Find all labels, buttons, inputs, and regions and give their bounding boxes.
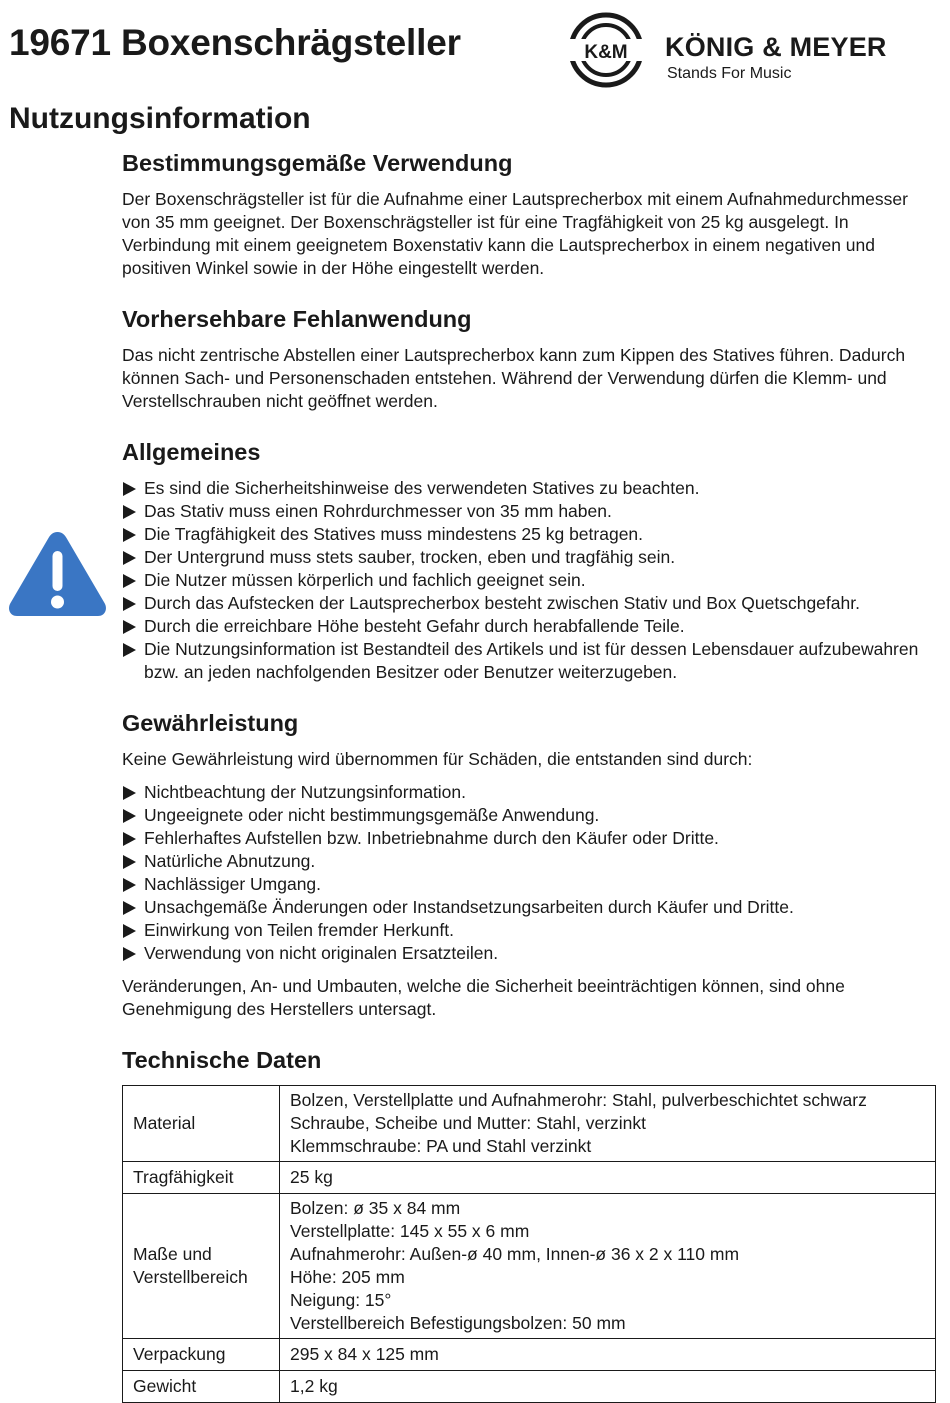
list-item-text: Die Nutzungsinformation ist Bestandteil des Artikels und ist für dessen Lebensdauer aufzubewahren bzw. an jeden nachfolgenden Besitzer oder Benutzer weiterzugeben. [144,639,919,682]
list-item-text: Einwirkung von Teilen fremder Herkunft. [144,920,454,940]
table-row [123,1339,936,1371]
warranty-outro: Veränderungen, An- und Umbauten, welche die Sicherheit beeinträchtigen können, sind ohne Genehmigung des Herstellers untersagt. [122,976,845,1019]
table-value-line: Aufnahmerohr: Außen-ø 40 mm, Innen-ø 36 x 2 x 110 mm [290,1244,740,1264]
table-value-cell [280,1086,936,1162]
list-item [122,477,937,500]
bullet-arrow-icon [123,574,136,588]
tech-table [122,1085,936,1403]
warranty-list [122,781,937,965]
list-item-text: Fehlerhaftes Aufstellen bzw. Inbetriebnahme durch den Käufer oder Dritte. [144,828,719,848]
table-value-line: Klemmschraube: PA und Stahl verzinkt [290,1136,592,1156]
bullet-arrow-icon [123,947,136,961]
table-key-cell: Tragfähigkeit [123,1162,280,1194]
bullet-arrow-icon [123,786,136,800]
table-value-cell [280,1371,936,1403]
list-item-text: Unsachgemäße Änderungen oder Instandsetzungsarbeiten durch Käufer und Dritte. [144,897,794,917]
table-key-cell: Gewicht [123,1371,280,1403]
table-value-line: Schraube, Scheibe und Mutter: Stahl, verzinkt [290,1113,647,1133]
list-item [122,546,937,569]
km-logo [568,12,940,88]
list-item [122,942,937,965]
bullet-arrow-icon [123,597,136,611]
table-row [123,1194,936,1339]
content-column [122,148,937,1403]
bullet-arrow-icon [123,855,136,869]
section-heading: Bestimmungsgemäße Verwendung [122,150,513,176]
table-value-line: Bolzen, Verstellplatte und Aufnahmerohr: Stahl, pulverbeschichtet schwarz [290,1090,867,1110]
table-value-line: Verstellplatte: 145 x 55 x 6 mm [290,1221,530,1241]
list-item-text: Die Nutzer müssen körperlich und fachlich geeignet sein. [144,570,586,590]
section-heading: Allgemeines [122,439,261,465]
list-item-text: Nachlässiger Umgang. [144,874,322,894]
section-text: Der Boxenschrägsteller ist für die Aufnahme einer Lautsprecherbox mit einem Aufnahmedurchmesser von 35 mm geeignet. Der Boxenschrägsteller ist für eine Tragfähigkeit von 25 kg ausgelegt. In Verbindung mit einem geeignetem Boxenstativ kann die Lautsprecherbox in einem negativen und positiven Winkel sowie in der Höhe eingestellt werden. [122,189,908,278]
list-item [122,781,937,804]
main-heading: Nutzungsinformation [9,102,311,135]
table-value-line: 25 kg [290,1167,333,1187]
table-value-line: 1,2 kg [290,1376,338,1396]
section-heading: Gewährleistung [122,710,299,736]
section-intended-use [122,148,937,280]
table-value-line: Neigung: 15° [290,1290,392,1310]
bullet-arrow-icon [123,643,136,657]
table-value-line: Höhe: 205 mm [290,1267,405,1287]
list-item [122,873,937,896]
document-title: 19671 Boxenschrägsteller [9,22,461,63]
table-key-cell: Material [123,1086,280,1162]
section-misuse [122,304,937,413]
list-item-text: Natürliche Abnutzung. [144,851,316,871]
list-item [122,569,937,592]
list-item-text: Verwendung von nicht originalen Ersatzteilen. [144,943,499,963]
list-item-text: Es sind die Sicherheitshinweise des verwendeten Statives zu beachten. [144,478,700,498]
table-row [123,1086,936,1162]
list-item [122,638,937,684]
bullet-arrow-icon [123,505,136,519]
list-item [122,804,937,827]
table-value-cell [280,1194,936,1339]
bullet-arrow-icon [123,878,136,892]
section-general [122,437,937,684]
list-item [122,523,937,546]
bullet-arrow-icon [123,551,136,565]
list-item-text: Die Tragfähigkeit des Statives muss mindestens 25 kg betragen. [144,524,644,544]
section-warranty [122,708,937,1021]
bullet-arrow-icon [123,901,136,915]
list-item [122,592,937,615]
warranty-intro: Keine Gewährleistung wird übernommen für Schäden, die entstanden sind durch: [122,749,753,769]
table-value-line: Bolzen: ø 35 x 84 mm [290,1198,461,1218]
bullet-arrow-icon [123,620,136,634]
list-item-text: Der Untergrund muss stets sauber, trocken, eben und tragfähig sein. [144,547,676,567]
brand-slogan: Stands For Music [667,65,792,82]
brand-name: KÖNIG & MEYER [665,32,887,62]
list-item [122,919,937,942]
section-tech [122,1045,937,1403]
list-item [122,827,937,850]
section-heading: Vorhersehbare Fehlanwendung [122,306,472,332]
table-value-cell [280,1339,936,1371]
list-item [122,500,937,523]
list-item [122,850,937,873]
section-heading: Technische Daten [122,1047,322,1073]
warning-triangle-icon [7,528,108,620]
table-row [123,1371,936,1403]
table-row [123,1162,936,1194]
bullet-arrow-icon [123,809,136,823]
bullet-arrow-icon [123,924,136,938]
section-text: Das nicht zentrische Abstellen einer Lautsprecherbox kann zum Kippen des Statives führen. Dadurch können Sach- und Personenschaden entstehen. Während der Verwendung dürfen die Klemm- und Verstellschrauben nicht geöffnet werden. [122,345,906,411]
list-item [122,615,937,638]
list-item [122,896,937,919]
bullet-arrow-icon [123,482,136,496]
table-key-cell: Verpackung [123,1339,280,1371]
bullet-arrow-icon [123,832,136,846]
table-value-line: Verstellbereich Befestigungsbolzen: 50 mm [290,1313,626,1333]
list-item-text: Nichtbeachtung der Nutzungsinformation. [144,782,466,802]
general-list [122,477,937,684]
table-value-line: 295 x 84 x 125 mm [290,1344,439,1364]
list-item-text: Durch das Aufstecken der Lautsprecherbox besteht zwischen Stativ und Box Quetschgefahr. [144,593,860,613]
bullet-arrow-icon [123,528,136,542]
km-emblem-icon [568,12,644,88]
km-monogram: K&M [584,42,628,63]
list-item-text: Ungeeignete oder nicht bestimmungsgemäße Anwendung. [144,805,600,825]
list-item-text: Durch die erreichbare Höhe besteht Gefahr durch herabfallende Teile. [144,616,685,636]
list-item-text: Das Stativ muss einen Rohrdurchmesser von 35 mm haben. [144,501,612,521]
table-key-cell: Maße und Verstellbereich [123,1194,280,1339]
table-value-cell [280,1162,936,1194]
